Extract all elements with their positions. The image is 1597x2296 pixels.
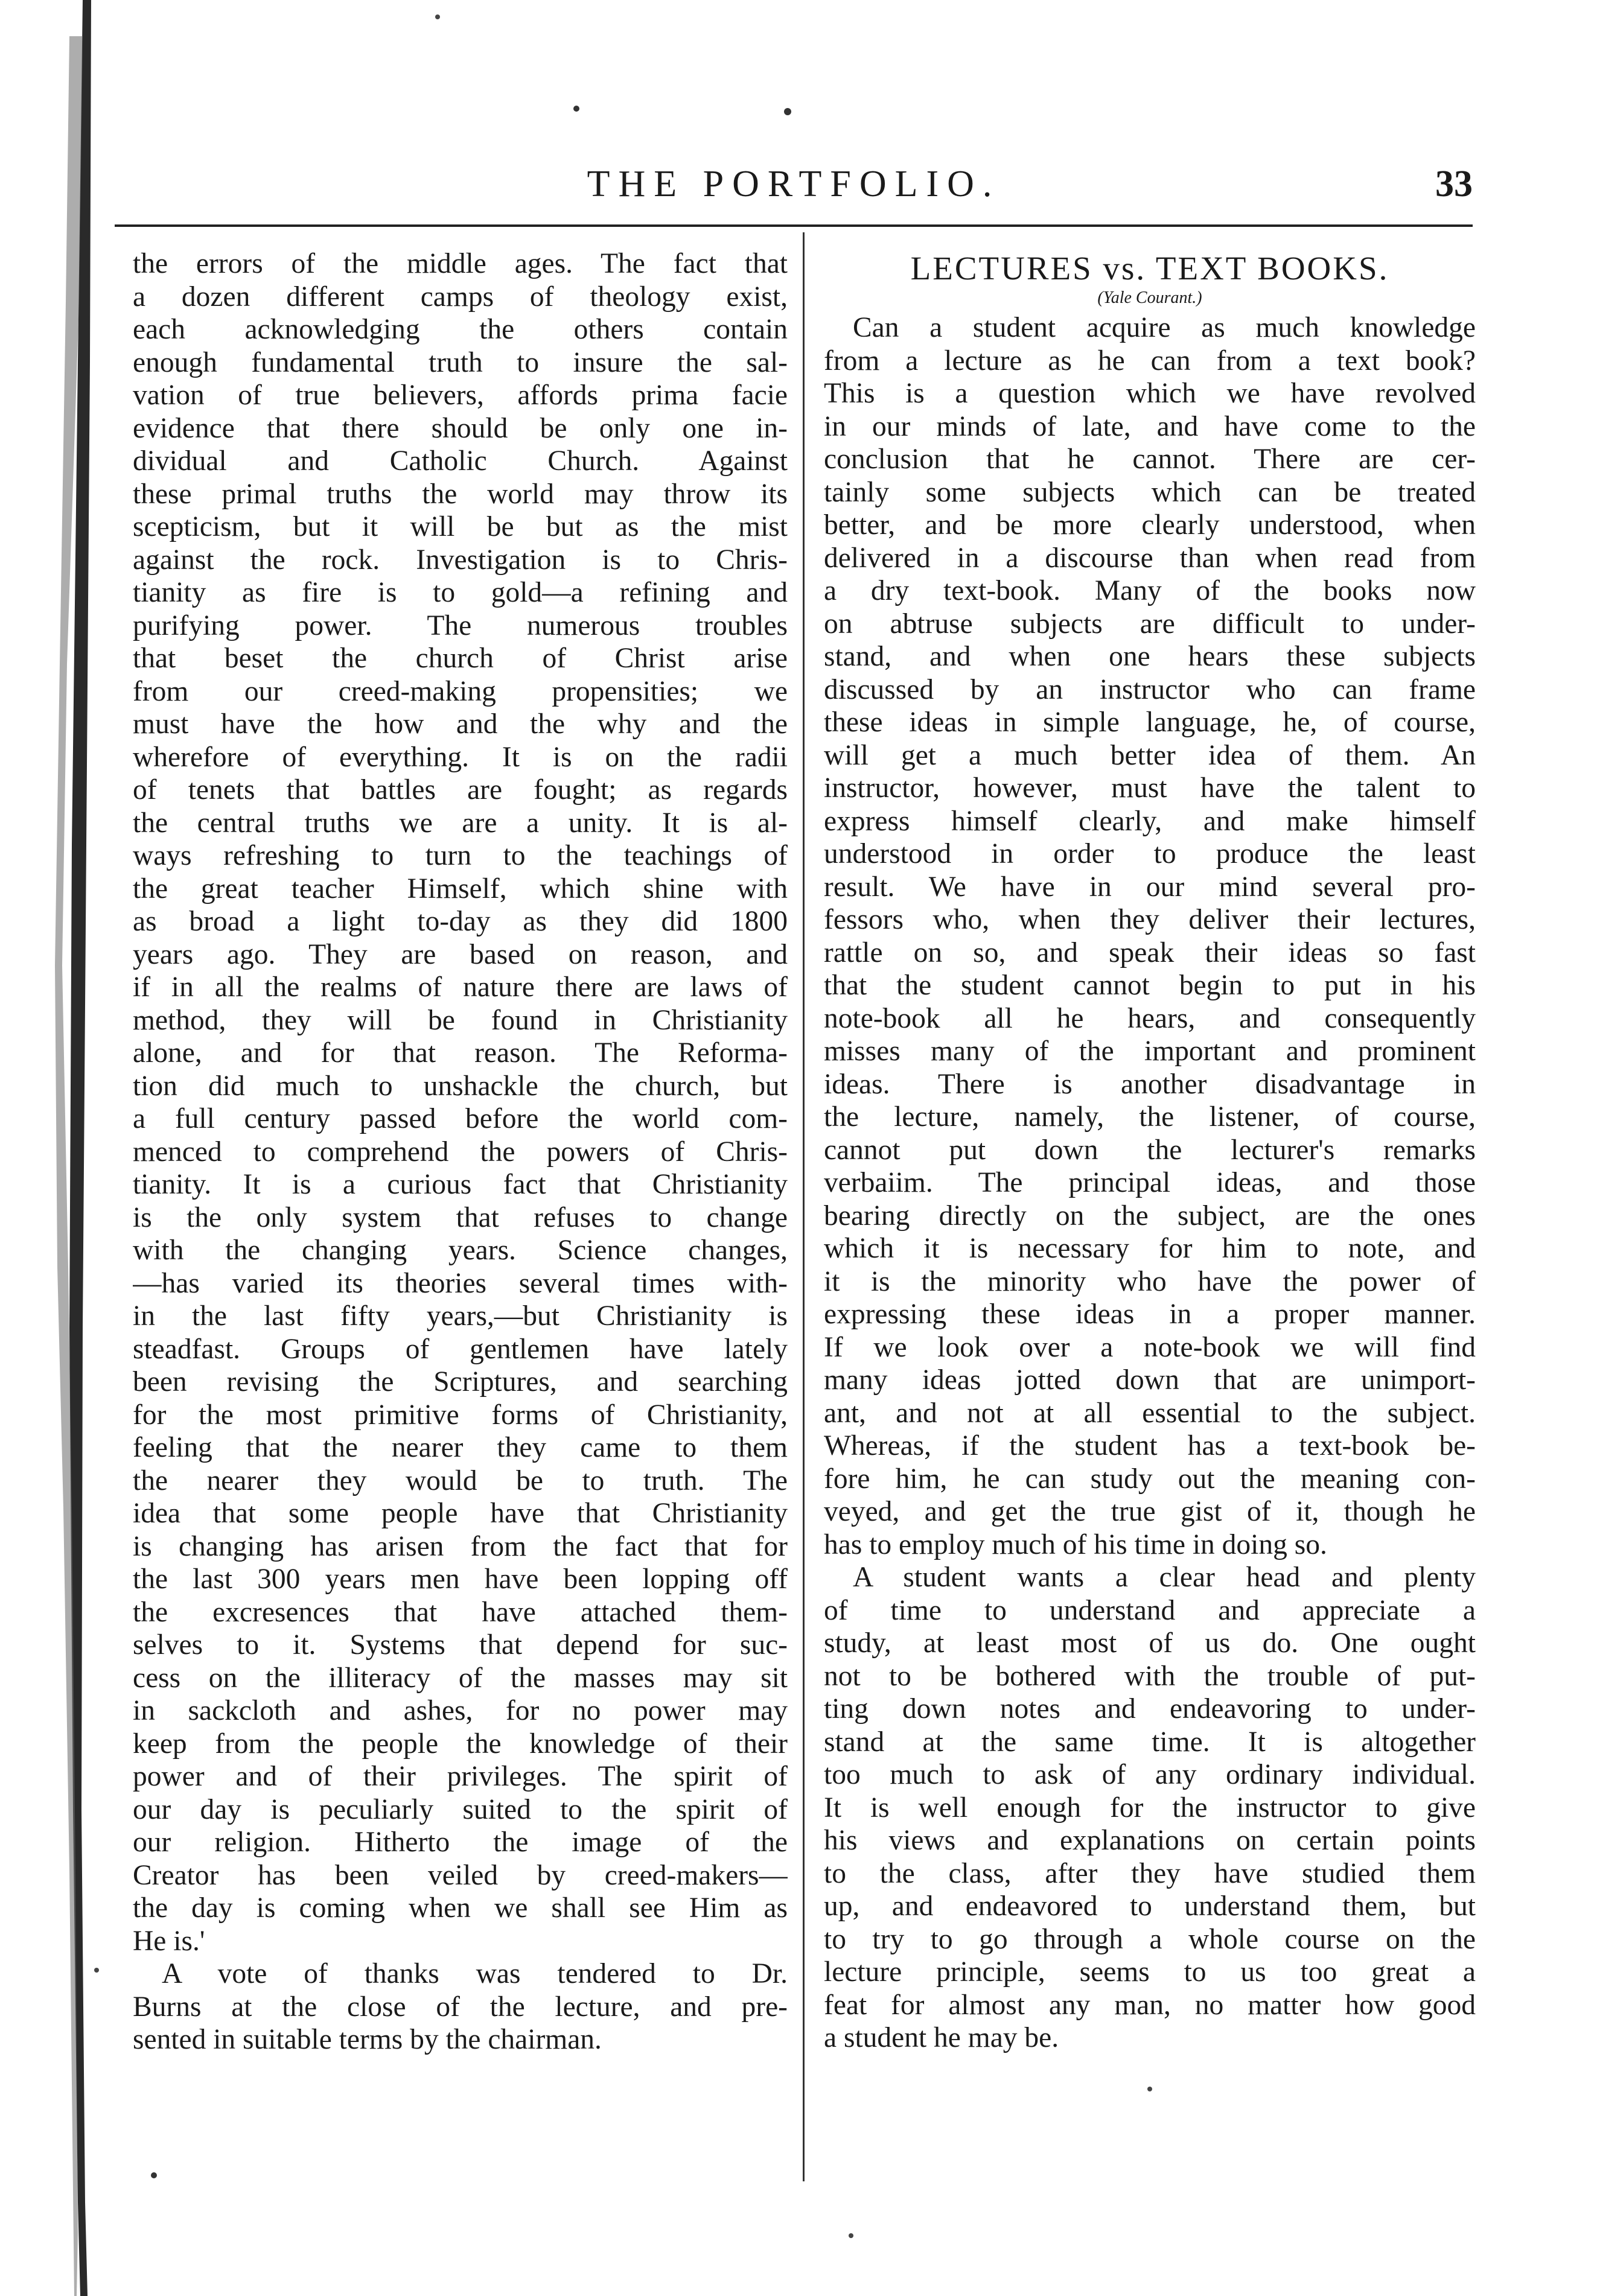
- text-line: wherefore of everything. It is on the radii: [133, 741, 788, 773]
- text-line: purifying power. The numerous troubles: [133, 609, 788, 641]
- text-line: method, they will be found in Christianity: [133, 1004, 788, 1036]
- text-line: feeling that the nearer they came to them: [133, 1432, 788, 1463]
- text-line: ideas. There is another disadvantage in: [824, 1068, 1476, 1100]
- text-line: veyed, and get the true gist of it, though he: [824, 1496, 1476, 1527]
- text-line: expressing these ideas in a proper manner.: [824, 1299, 1476, 1330]
- text-line: lecture principle, seems to us too great a: [824, 1956, 1476, 1988]
- text-line: better, and be more clearly understood, when: [824, 509, 1476, 541]
- text-line: feat for almost any man, no matter how good: [824, 1989, 1476, 2021]
- text-line: these primal truths the world may throw its: [133, 478, 788, 510]
- text-line: many ideas jotted down that are unimport-: [824, 1364, 1476, 1396]
- text-line: of tenets that battles are fought; as regards: [133, 774, 788, 806]
- text-line: from our creed-making propensities; we: [133, 675, 788, 707]
- text-line: stand at the same time. It is altogether: [824, 1726, 1476, 1758]
- text-line: that beset the church of Christ arise: [133, 643, 788, 674]
- text-line: cannot put down the lecturer's remarks: [824, 1134, 1476, 1166]
- text-line: vation of true believers, affords prima facie: [133, 380, 788, 411]
- text-line: the day is coming when we shall see Him as: [133, 1892, 788, 1924]
- text-line: our religion. Hitherto the image of the: [133, 1827, 788, 1858]
- text-line: tianity as fire is to gold—a refining and: [133, 577, 788, 608]
- text-line: steadfast. Groups of gentlemen have lately: [133, 1333, 788, 1365]
- text-line: the excresences that have attached them-: [133, 1596, 788, 1628]
- text-line: the great teacher Himself, which shine with: [133, 873, 788, 905]
- text-line: menced to comprehend the powers of Chris-: [133, 1136, 788, 1168]
- text-line: delivered in a discourse than when read from: [824, 542, 1476, 574]
- text-line: tion did much to unshackle the church, but: [133, 1070, 788, 1102]
- text-line: alone, and for that reason. The Reforma-: [133, 1037, 788, 1069]
- text-line: This is a question which we have revolved: [824, 378, 1476, 409]
- text-line: selves to it. Systems that depend for suc-: [133, 1629, 788, 1661]
- text-line: is changing has arisen from the fact that for: [133, 1530, 788, 1562]
- text-line: cess on the illiteracy of the masses may sit: [133, 1662, 788, 1694]
- text-line: ant, and not at all essential to the subject.: [824, 1397, 1476, 1429]
- text-line: dividual and Catholic Church. Against: [133, 445, 788, 477]
- text-line: conclusion that he cannot. There are cer-: [824, 444, 1476, 475]
- publication-title: THE PORTFOLIO.: [587, 164, 1001, 205]
- text-line: tianity. It is a curious fact that Christianity: [133, 1169, 788, 1200]
- article-title: LECTURES vs. TEXT BOOKS.: [910, 250, 1389, 287]
- text-line: ways refreshing to turn to the teachings of: [133, 840, 788, 871]
- text-line: the nearer they would be to truth. The: [133, 1464, 788, 1496]
- text-line: been revising the Scriptures, and searching: [133, 1366, 788, 1398]
- text-line: Creator has been veiled by creed-makers—: [133, 1859, 788, 1891]
- text-line: of time to understand and appreciate a: [824, 1594, 1476, 1626]
- text-line: must have the how and the why and the: [133, 708, 788, 740]
- text-line: instructor, however, must have the talent to: [824, 772, 1476, 804]
- text-line: power and of their privileges. The spirit of: [133, 1761, 788, 1792]
- text-line: fessors who, when they deliver their lectures,: [824, 904, 1476, 935]
- text-line: fore him, he can study out the meaning con-: [824, 1463, 1476, 1495]
- text-line: these ideas in simple language, he, of course,: [824, 707, 1476, 738]
- text-line: It is well enough for the instructor to give: [824, 1792, 1476, 1824]
- text-line: —has varied its theories several times with-: [133, 1267, 788, 1299]
- text-line: a dry text-book. Many of the books now: [824, 575, 1476, 606]
- text-line: in sackcloth and ashes, for no power may: [133, 1695, 788, 1726]
- text-line: bearing directly on the subject, are the ones: [824, 1200, 1476, 1232]
- text-line: rattle on so, and speak their ideas so fast: [824, 937, 1476, 968]
- text-line: up, and endeavored to understand them, but: [824, 1891, 1476, 1922]
- text-line: stand, and when one hears these subjects: [824, 641, 1476, 672]
- text-line: years ago. They are based on reason, and: [133, 938, 788, 970]
- text-line: on abtruse subjects are difficult to under-: [824, 608, 1476, 640]
- text-line: note-book all he hears, and consequently: [824, 1002, 1476, 1034]
- text-line: a full century passed before the world com-: [133, 1103, 788, 1134]
- text-line: the errors of the middle ages. The fact that: [133, 248, 788, 279]
- text-line: evidence that there should be only one in-: [133, 412, 788, 444]
- text-line: will get a much better idea of them. An: [824, 739, 1476, 771]
- text-line: A student wants a clear head and plenty: [853, 1562, 1476, 1593]
- text-line: which it is necessary for him to note, and: [824, 1233, 1476, 1264]
- text-line: that the student cannot begin to put in his: [824, 970, 1476, 1001]
- text-line: misses many of the important and prominent: [824, 1035, 1476, 1067]
- article-source: (Yale Courant.): [1097, 288, 1202, 307]
- text-line: the last 300 years men have been lopping off: [133, 1563, 788, 1595]
- text-line: sented in suitable terms by the chairman.: [133, 2024, 602, 2055]
- text-line: He is.': [133, 1925, 205, 1957]
- text-line: If we look over a note-book we will find: [824, 1331, 1476, 1363]
- text-line: scepticism, but it will be but as the mist: [133, 511, 788, 542]
- text-line: the lecture, namely, the listener, of course,: [824, 1101, 1476, 1133]
- page-number: 33: [1435, 164, 1473, 205]
- text-line: our day is peculiarly suited to the spirit of: [133, 1793, 788, 1825]
- text-line: a student he may be.: [824, 2022, 1059, 2053]
- text-line: a dozen different camps of theology exist,: [133, 281, 788, 313]
- text-line: result. We have in our mind several pro-: [824, 871, 1476, 903]
- text-line: with the changing years. Science changes,: [133, 1235, 788, 1266]
- text-line: in the last fifty years,—but Christianity is: [133, 1300, 788, 1332]
- text-line: as broad a light to-day as they did 1800: [133, 906, 788, 937]
- text-line: it is the minority who have the power of: [824, 1265, 1476, 1297]
- text-line: discussed by an instructor who can frame: [824, 673, 1476, 705]
- text-line: A vote of thanks was tendered to Dr.: [162, 1958, 788, 1989]
- text-line: from a lecture as he can from a text book?: [824, 345, 1476, 377]
- text-line: each acknowledging the others contain: [133, 314, 788, 345]
- text-line: tainly some subjects which can be treated: [824, 476, 1476, 508]
- text-line: if in all the realms of nature there are laws of: [133, 972, 788, 1003]
- text-line: verbaiim. The principal ideas, and those: [824, 1167, 1476, 1198]
- text-line: has to employ much of his time in doing so.: [824, 1528, 1327, 1560]
- text-line: to try to go through a whole course on the: [824, 1923, 1476, 1955]
- text-line: Burns at the close of the lecture, and pre-: [133, 1991, 788, 2023]
- text-line: in our minds of late, and have come to the: [824, 410, 1476, 442]
- text-line: to the class, after they have studied them: [824, 1857, 1476, 1889]
- text-line: his views and explanations on certain points: [824, 1825, 1476, 1856]
- text-line: Can a student acquire as much knowledge: [853, 312, 1476, 343]
- text-line: idea that some people have that Christianity: [133, 1498, 788, 1529]
- text-line: ting down notes and endeavoring to under-: [824, 1693, 1476, 1725]
- text-line: understood in order to produce the least: [824, 838, 1476, 870]
- text-line: against the rock. Investigation is to Chris-: [133, 544, 788, 576]
- text-line: keep from the people the knowledge of their: [133, 1728, 788, 1760]
- text-line: enough fundamental truth to insure the sal-: [133, 346, 788, 378]
- text-line: study, at least most of us do. One ought: [824, 1627, 1476, 1659]
- text-line: too much to ask of any ordinary individual.: [824, 1759, 1476, 1790]
- text-line: not to be bothered with the trouble of put-: [824, 1660, 1476, 1692]
- text-line: Whereas, if the student has a text-book be-: [824, 1430, 1476, 1461]
- text-line: for the most primitive forms of Christianity,: [133, 1399, 788, 1431]
- text-line: is the only system that refuses to change: [133, 1201, 788, 1233]
- text-line: the central truths we are a unity. It is al-: [133, 807, 788, 839]
- text-line: express himself clearly, and make himself: [824, 805, 1476, 837]
